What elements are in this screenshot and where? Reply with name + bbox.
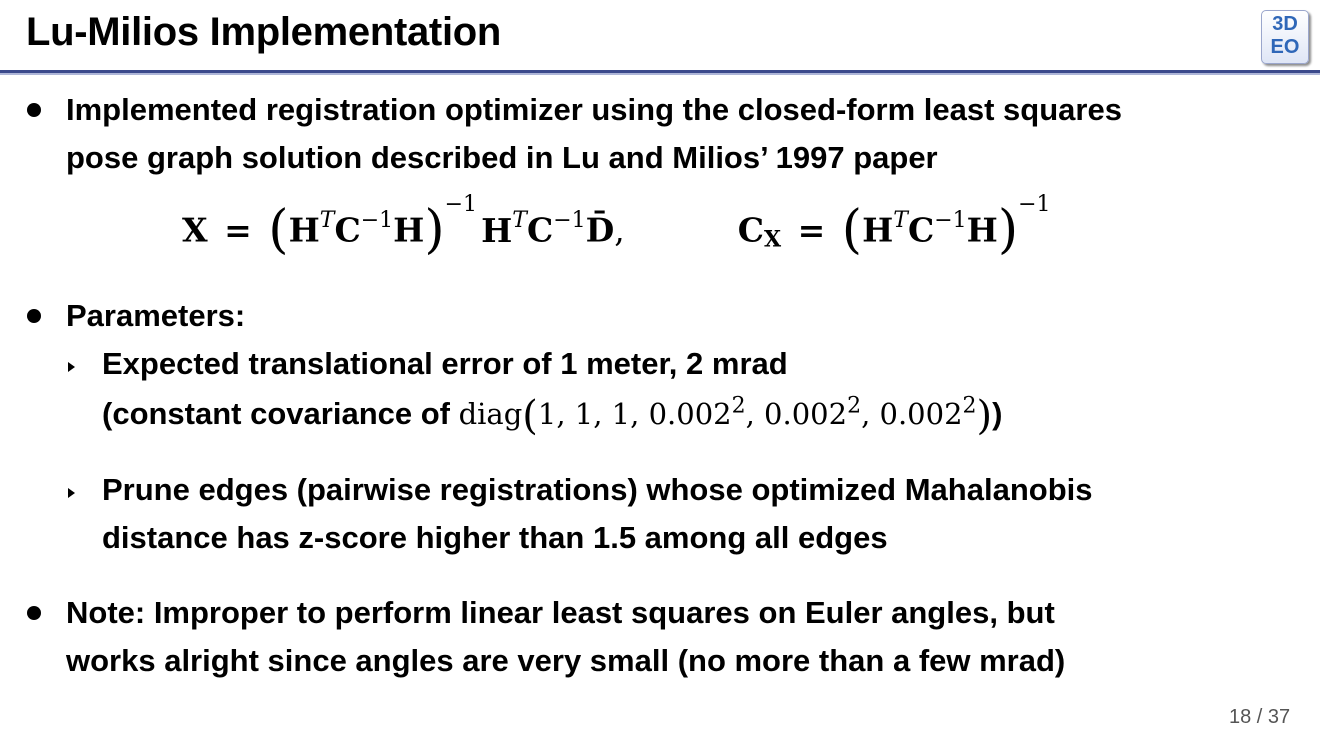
eq-h4: H (862, 210, 894, 250)
bullet-1-line-1: Implemented registration optimizer using the closed-form least squares (66, 92, 1122, 127)
eq-h2: H (393, 210, 425, 250)
sub-bullet-1-line-1: Expected translational error of 1 meter, 2 mrad (102, 346, 788, 381)
bullet-dot-3 (27, 606, 41, 620)
bullet-3-line-2: works alright since angles are very small (no more than a few mrad) (66, 643, 1066, 678)
eq-rparen-2: ) (997, 200, 1019, 260)
eq-lparen-2: ( (841, 200, 863, 260)
cov-suffix: ) (992, 396, 1003, 431)
sub-bullet-marker-2 (68, 488, 75, 498)
title-rule-light (0, 73, 1320, 75)
3deo-logo (1261, 10, 1309, 64)
eq-x: X (182, 210, 208, 250)
logo-line-1: 3D (1272, 13, 1298, 35)
eq-equals: = (224, 210, 252, 250)
eq-cx: C (737, 210, 765, 250)
logo-line-2: EO (1270, 36, 1300, 58)
eq-inv5: −1 (1018, 192, 1051, 217)
eq-inv4: −1 (934, 208, 967, 233)
eq-rparen: ) (424, 200, 445, 260)
equation-row (182, 192, 1051, 272)
bullet-dot-2 (27, 309, 41, 323)
page-number: 18 / 37 (1229, 706, 1291, 728)
eq-t3: T (893, 208, 908, 233)
cov-exp-3: 2 (962, 393, 977, 419)
eq-c1: C (334, 210, 361, 250)
eq-h3: H (481, 210, 513, 250)
sub-bullet-1-line-2 (102, 390, 1002, 440)
sub-bullet-2-line-1: Prune edges (pairwise registrations) whose optimized Mahalanobis (102, 472, 1093, 507)
eq-inv2: −1 (444, 192, 478, 217)
cov-exp-2: 2 (847, 393, 862, 419)
eq-inv3: −1 (553, 208, 586, 233)
cov-prefix: (constant covariance of (102, 396, 459, 431)
eq-c2: C (526, 210, 554, 250)
sub-bullet-marker-1 (68, 362, 75, 372)
cov-args: 1, 1, 1, 0.002 (537, 397, 732, 431)
eq-t1: T (319, 208, 335, 233)
cov-arg-6: , 0.002 (861, 397, 963, 431)
eq-inv1: −1 (360, 208, 394, 233)
eq-h1: H (288, 210, 320, 250)
cov-exp-1: 2 (731, 393, 746, 419)
cov-arg-5: , 0.002 (745, 397, 848, 431)
eq-comma: , (614, 210, 625, 250)
eq-lparen: ( (268, 200, 289, 260)
eq-t2: T (512, 208, 527, 233)
eq-dbar: D̄ (585, 210, 615, 250)
cov-lparen: ( (522, 392, 538, 439)
cov-rparen: ) (976, 392, 993, 439)
bullet-dot-1 (27, 103, 41, 117)
eq-cx-sub: X (764, 226, 782, 253)
bullet-2-label: Parameters: (66, 298, 246, 333)
slide-title: Lu-Milios Implementation (26, 10, 502, 54)
bullet-3-line-1: Note: Improper to perform linear least squares on Euler angles, but (66, 595, 1055, 630)
eq-equals-2: = (797, 210, 826, 250)
bullet-1-line-2: pose graph solution described in Lu and Milios’ 1997 paper (66, 140, 938, 175)
cov-diag: diag (458, 397, 523, 431)
eq-c3: C (907, 210, 935, 250)
eq-h5: H (966, 210, 998, 250)
sub-bullet-2-line-2: distance has z-score higher than 1.5 among all edges (102, 520, 888, 555)
